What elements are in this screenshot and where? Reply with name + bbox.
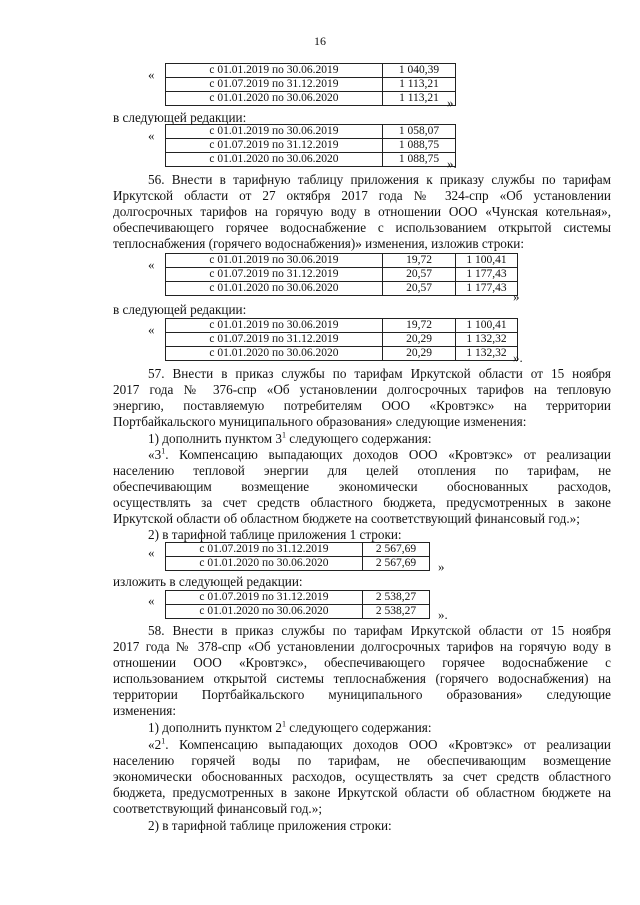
quote-open: « xyxy=(148,593,155,608)
quote-open: « xyxy=(148,257,155,272)
value-cell: 1 100,41 xyxy=(456,319,518,333)
text-line: в следующей редакции: xyxy=(113,302,247,317)
page-number: 16 xyxy=(314,34,326,48)
quote-close: ». xyxy=(513,350,523,365)
para-58-line: территории Портбайкальского муниципального образования» следующие xyxy=(113,687,611,702)
para-56-line: долгосрочных тарифов на горячую воду в отношении ООО «Чунская котельная», xyxy=(113,204,611,219)
period-cell: с 01.07.2019 по 31.12.2019 xyxy=(166,543,363,557)
value-cell: 2 567,69 xyxy=(363,557,430,571)
quote-close: » xyxy=(438,559,445,574)
para-58-line: отношении ООО «Кровтэкс», обеспечивающего горячее водоснабжение с xyxy=(113,655,611,670)
value-cell: 20,57 xyxy=(383,282,456,296)
table-row xyxy=(166,64,456,78)
table-row xyxy=(166,605,430,619)
table-row xyxy=(166,543,430,557)
para-56-line: обеспечивающего горячее водоснабжение с использованием открытой системы xyxy=(113,220,611,235)
para-58-line: 2017 года № 378-спр «Об установлении долгосрочных тарифов на горячую воду в xyxy=(113,639,611,654)
quote-open: « xyxy=(148,128,155,143)
table-row xyxy=(166,591,430,605)
table-row xyxy=(166,254,518,268)
table-row xyxy=(166,557,430,571)
para-57-item-2: 2) в тарифной таблице приложения 1 строки: xyxy=(148,527,402,542)
value-cell: 1 132,32 xyxy=(456,333,518,347)
para-58-quote-line: экономически обоснованных расходов, осуществлять за счет средств областного xyxy=(113,769,611,784)
value-cell: 1 177,43 xyxy=(456,268,518,282)
table-row xyxy=(166,92,456,106)
value-cell: 2 538,27 xyxy=(363,591,430,605)
para-57-quote-line: Иркутской области об областном бюджете на соответствующий финансовый год.»; xyxy=(113,511,580,526)
table-row xyxy=(166,268,518,282)
value-cell: 1 100,41 xyxy=(456,254,518,268)
para-56-line: Иркутской области от 27 октября 2017 года № 324-спр «Об установлении xyxy=(113,188,611,203)
para-57-quote-line: осуществлять за счет средств областного бюджета, предусмотренных в законе xyxy=(113,495,611,510)
value-cell: 20,29 xyxy=(383,347,456,361)
para-57-line: Портбайкальского муниципального образования» следующие изменения: xyxy=(113,414,527,429)
quote-open: « xyxy=(148,322,155,337)
tariff-table-6 xyxy=(165,590,430,619)
period-cell: с 01.01.2020 по 30.06.2020 xyxy=(166,605,363,619)
table-row xyxy=(166,282,518,296)
period-cell: с 01.01.2019 по 30.06.2019 xyxy=(166,64,383,78)
text-line: изложить в следующей редакции: xyxy=(113,574,303,589)
para-56-line: 56. Внести в тарифную таблицу приложения к приказу службы по тарифам xyxy=(148,172,611,187)
para-57-quote-first: «$3^1$. Компенсацию выпадающих доходов ООО «Кровтэкс» от реализации xyxy=(148,446,611,462)
period-cell: с 01.01.2019 по 30.06.2019 xyxy=(166,254,383,268)
value-cell: 1 113,21 xyxy=(383,92,456,106)
quote-open: « xyxy=(148,67,155,82)
tariff-table-3 xyxy=(165,253,518,296)
para-58-item-1: 1) дополнить пунктом $2^1$ следующего содержания: xyxy=(148,719,432,735)
para-57-item-1: 1) дополнить пунктом $3^1$ следующего содержания: xyxy=(148,430,432,446)
value-cell: 1 058,07 xyxy=(383,125,456,139)
value-cell: 2 567,69 xyxy=(363,543,430,557)
para-58-line: 58. Внести в приказ службы по тарифам Иркутской области от 15 ноября xyxy=(148,623,611,638)
period-cell: с 01.01.2020 по 30.06.2020 xyxy=(166,347,383,361)
para-57-line: 2017 года № 376-спр «Об установлении долгосрочных тарифов на тепловую xyxy=(113,382,611,397)
para-56-line: теплоснабжения (горячего водоснабжения)» изменения, изложив строки: xyxy=(113,236,525,251)
quote-close: » xyxy=(447,95,454,110)
para-57-quote-line: населению тепловой энергии для целей отопления по тарифам, не xyxy=(113,463,611,478)
value-cell: 1 088,75 xyxy=(383,153,456,167)
period-cell: с 01.01.2019 по 30.06.2019 xyxy=(166,319,383,333)
value-cell: 1 132,32 xyxy=(456,347,518,361)
para-57-line: энергию, поставляемую потребителям ООО «Кровтэкс» на территории xyxy=(113,398,611,413)
period-cell: с 01.07.2019 по 31.12.2019 xyxy=(166,591,363,605)
period-cell: с 01.01.2020 по 30.06.2020 xyxy=(166,282,383,296)
value-cell: 1 113,21 xyxy=(383,78,456,92)
value-cell: 1 040,39 xyxy=(383,64,456,78)
tariff-table-4 xyxy=(165,318,518,361)
table-row xyxy=(166,78,456,92)
para-57-quote-line: обеспечивающим возмещение экономически обоснованных расходов, xyxy=(113,479,611,494)
para-57-line: 57. Внести в приказ службы по тарифам Иркутской области от 15 ноября xyxy=(148,366,611,381)
table-row xyxy=(166,333,518,347)
quote-close: ». xyxy=(447,156,457,171)
value-cell: 20,29 xyxy=(383,333,456,347)
text-line: в следующей редакции: xyxy=(113,110,247,125)
para-58-line: использованием открытой системы теплоснабжения (горячего водоснабжения) на xyxy=(113,671,611,686)
value-cell: 2 538,27 xyxy=(363,605,430,619)
period-cell: с 01.01.2020 по 30.06.2020 xyxy=(166,153,383,167)
quote-close: » xyxy=(513,289,520,304)
value-cell: 19,72 xyxy=(383,319,456,333)
period-cell: с 01.01.2020 по 30.06.2020 xyxy=(166,92,383,106)
value-cell: 19,72 xyxy=(383,254,456,268)
period-cell: с 01.07.2019 по 31.12.2019 xyxy=(166,78,383,92)
period-cell: с 01.01.2020 по 30.06.2020 xyxy=(166,557,363,571)
table-row xyxy=(166,139,456,153)
value-cell: 1 088,75 xyxy=(383,139,456,153)
quote-close: ». xyxy=(438,607,448,622)
para-58-quote-line: соответствующий финансовый год.»; xyxy=(113,801,322,816)
period-cell: с 01.07.2019 по 31.12.2019 xyxy=(166,139,383,153)
tariff-table-1 xyxy=(165,63,456,106)
value-cell: 1 177,43 xyxy=(456,282,518,296)
period-cell: с 01.01.2019 по 30.06.2019 xyxy=(166,125,383,139)
table-row xyxy=(166,347,518,361)
period-cell: с 01.07.2019 по 31.12.2019 xyxy=(166,333,383,347)
para-58-line: изменения: xyxy=(113,703,177,718)
quote-open: « xyxy=(148,545,155,560)
period-cell: с 01.07.2019 по 31.12.2019 xyxy=(166,268,383,282)
para-58-quote-first: «$2^1$. Компенсацию выпадающих доходов ООО «Кровтэкс» от реализации xyxy=(148,736,611,752)
para-58-quote-line: населению горячей воды по тарифам, не обеспечивающим возмещение xyxy=(113,753,611,768)
para-58-item-2: 2) в тарифной таблице приложения строки: xyxy=(148,818,392,833)
tariff-table-5 xyxy=(165,542,430,571)
table-row xyxy=(166,153,456,167)
table-row xyxy=(166,125,456,139)
tariff-table-2 xyxy=(165,124,456,167)
value-cell: 20,57 xyxy=(383,268,456,282)
table-row xyxy=(166,319,518,333)
para-58-quote-line: бюджета, предусмотренных в законе Иркутской области об областном бюджете на xyxy=(113,785,611,800)
